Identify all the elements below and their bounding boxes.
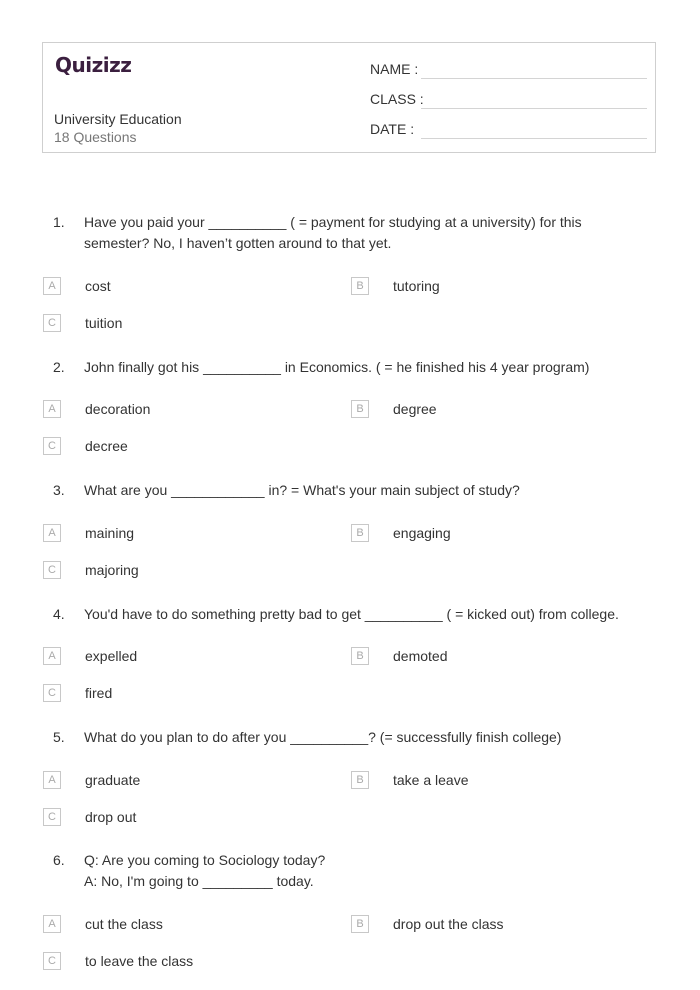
- option-letter-box: C: [43, 561, 61, 579]
- option-letter-box: A: [43, 524, 61, 542]
- option-letter-box: C: [43, 314, 61, 332]
- option-letter-box: A: [43, 647, 61, 665]
- question-text: [84, 604, 644, 625]
- date-label: DATE :: [370, 121, 415, 137]
- question-number: 6.: [53, 852, 65, 868]
- question-text: [84, 850, 644, 892]
- question-line: Q: Are you coming to Sociology today?: [84, 852, 326, 868]
- name-label: NAME :: [370, 61, 419, 77]
- class-field-line: [421, 108, 647, 109]
- class-label: CLASS :: [370, 91, 424, 107]
- date-field-line: [421, 138, 647, 139]
- option-text: cost: [85, 278, 111, 294]
- quizizz-logo: Quizizz: [55, 53, 132, 77]
- worksheet-header: [42, 42, 656, 153]
- option-text: take a leave: [393, 772, 469, 788]
- question-text: [84, 480, 644, 501]
- question-text: [84, 212, 644, 254]
- name-field-line: [421, 78, 647, 79]
- question-number: 4.: [53, 606, 65, 622]
- option-letter-box: C: [43, 437, 61, 455]
- question-number: 1.: [53, 214, 65, 230]
- question-number: 2.: [53, 359, 65, 375]
- option-letter-box: C: [43, 684, 61, 702]
- option-text: fired: [85, 685, 113, 701]
- question-text: [84, 727, 644, 748]
- option-letter-box: A: [43, 277, 61, 295]
- option-text: degree: [393, 401, 437, 417]
- option-letter-box: B: [351, 915, 369, 933]
- option-text: drop out: [85, 809, 137, 825]
- question-line: What are you ____________ in? = What's your main subject of study?: [84, 482, 520, 498]
- option-text: maining: [85, 525, 135, 541]
- question-line: What do you plan to do after you __________? (= successfully finish college): [84, 729, 562, 745]
- option-letter-box: C: [43, 808, 61, 826]
- question-line: A: No, I'm going to _________ today.: [84, 873, 314, 889]
- option-letter-box: A: [43, 915, 61, 933]
- option-letter-box: A: [43, 771, 61, 789]
- option-text: majoring: [85, 562, 139, 578]
- option-text: demoted: [393, 648, 448, 664]
- question-count: 18 Questions: [54, 129, 137, 145]
- question-line: John finally got his __________ in Economics. ( = he finished his 4 year program): [84, 359, 590, 375]
- option-letter-box: B: [351, 771, 369, 789]
- option-text: graduate: [85, 772, 141, 788]
- option-text: expelled: [85, 648, 138, 664]
- question-number: 3.: [53, 482, 65, 498]
- option-text: drop out the class: [393, 916, 504, 932]
- option-text: tutoring: [393, 278, 440, 294]
- question-text: [84, 357, 644, 378]
- option-letter-box: B: [351, 524, 369, 542]
- option-text: decree: [85, 438, 128, 454]
- option-text: engaging: [393, 525, 451, 541]
- question-line: You'd have to do something pretty bad to get __________ ( = kicked out) from college.: [84, 606, 619, 622]
- option-letter-box: B: [351, 277, 369, 295]
- option-letter-box: B: [351, 647, 369, 665]
- option-letter-box: C: [43, 952, 61, 970]
- worksheet-title: University Education: [54, 111, 182, 127]
- option-letter-box: B: [351, 400, 369, 418]
- question-line: semester? No, I haven’t gotten around to that yet.: [84, 235, 392, 251]
- question-line: Have you paid your __________ ( = payment for studying at a university) for this: [84, 214, 582, 230]
- option-text: tuition: [85, 315, 123, 331]
- option-text: cut the class: [85, 916, 163, 932]
- option-letter-box: A: [43, 400, 61, 418]
- option-text: to leave the class: [85, 953, 194, 969]
- question-number: 5.: [53, 729, 65, 745]
- option-text: decoration: [85, 401, 151, 417]
